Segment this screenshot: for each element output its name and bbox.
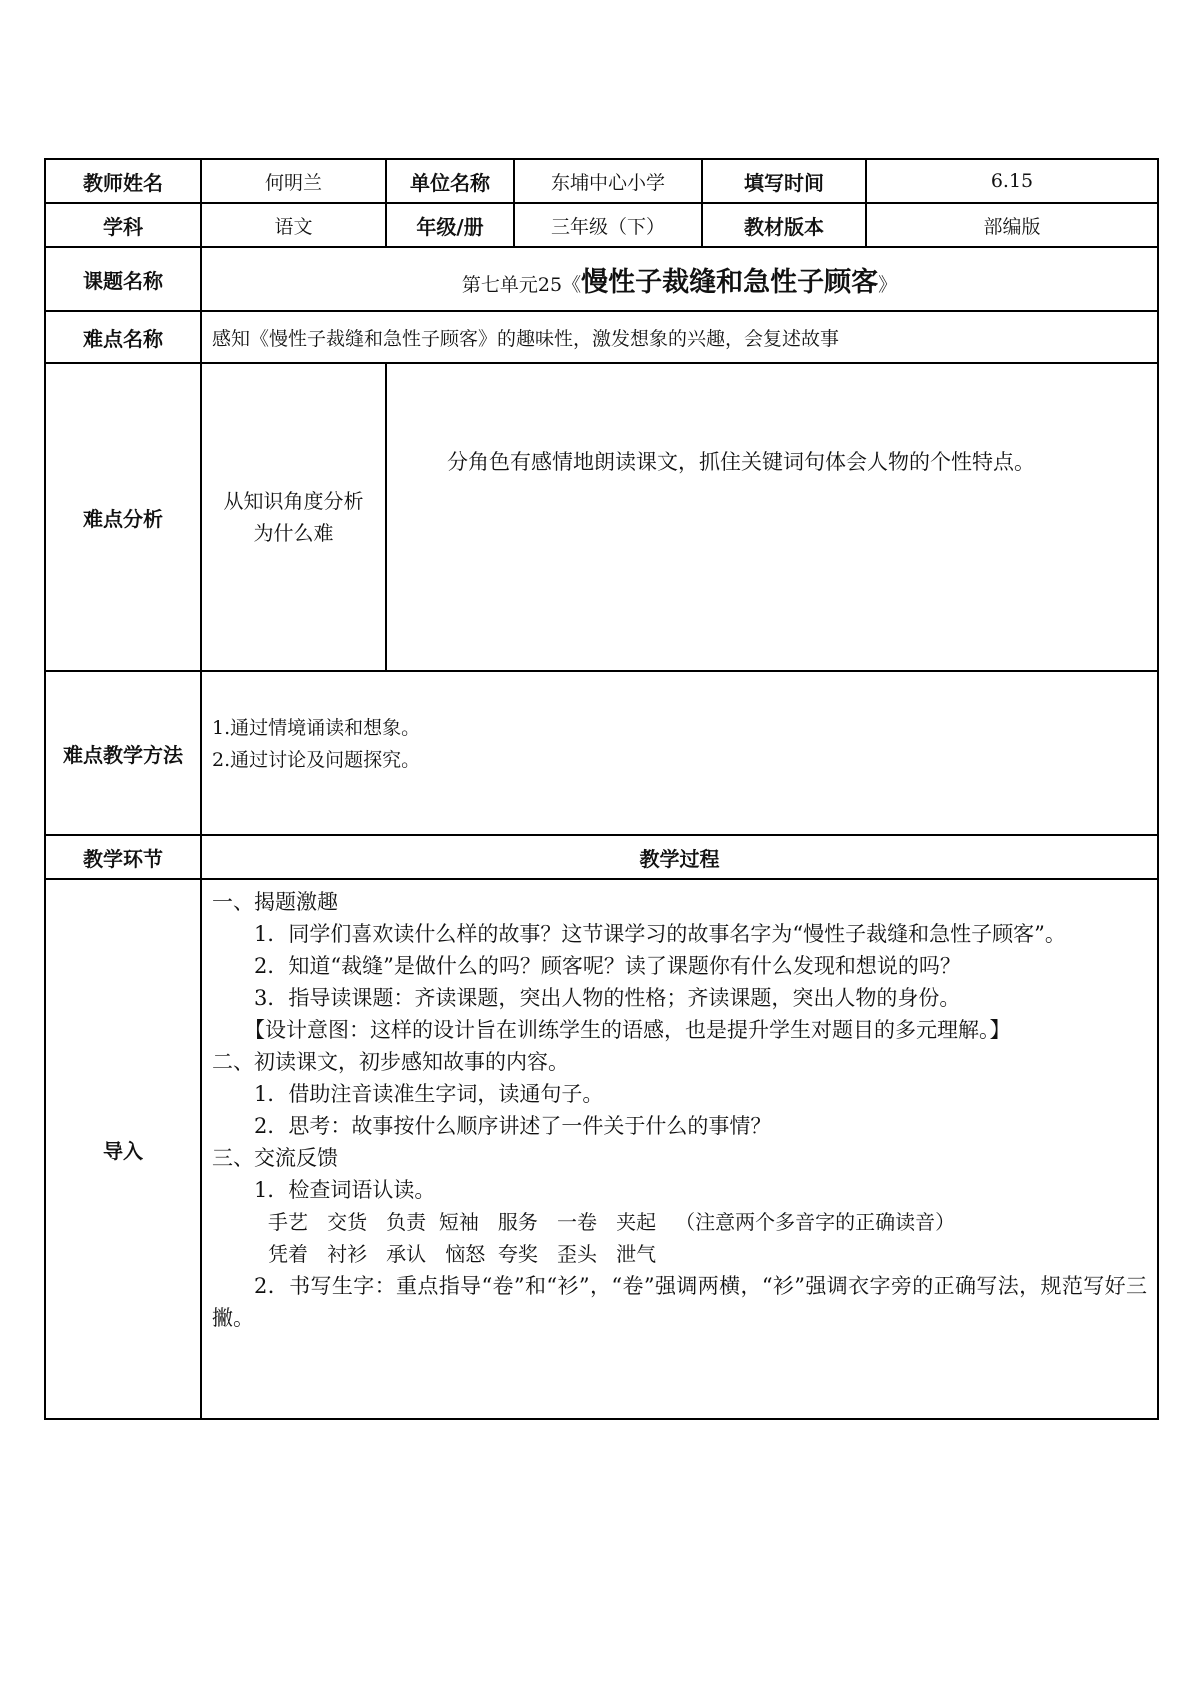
word-list-line: 凭着 衬衫 承认 恼怒 夸奖 歪头 泄气 (268, 1242, 657, 1266)
method-line: 2.通过讨论及问题探究。 (212, 749, 421, 771)
process-line: 三、交流反馈 (212, 1146, 338, 1170)
unit-name-value: 东埔中心小学 (514, 159, 702, 203)
grade-value: 三年级（下） (514, 203, 702, 247)
teacher-name-value: 何明兰 (201, 159, 386, 203)
fill-date-label: 填写时间 (702, 159, 866, 203)
method-line: 1.通过情境诵读和想象。 (212, 717, 421, 739)
process-line: 2．知道“裁缝”是做什么的吗？顾客呢？读了课题你有什么发现和想说的吗？ (254, 954, 961, 978)
process-line: 二、初读课文，初步感知故事的内容。 (212, 1050, 569, 1074)
process-line: 1．检查词语认读。 (254, 1178, 436, 1202)
analysis-sub-label (201, 363, 386, 671)
topic-title: 慢性子裁缝和急性子顾客 (581, 266, 879, 298)
header-row-1 (45, 159, 1158, 203)
process-line: 3．指导读课题：齐读课题，突出人物的性格；齐读课题，突出人物的身份。 (254, 986, 961, 1010)
subject-label: 学科 (45, 203, 201, 247)
process-line: 1．借助注音读准生字词，读通句子。 (254, 1082, 604, 1106)
method-row (45, 671, 1158, 835)
analysis-label: 难点分析 (45, 363, 201, 671)
stage-header-label: 教学环节 (45, 835, 201, 879)
process-line: 2．思考：故事按什么顺序讲述了一件关于什么的事情？ (254, 1114, 772, 1138)
analysis-row (45, 363, 1158, 671)
process-line: 1．同学们喜欢读什么样的故事？这节课学习的故事名字为“慢性子裁缝和急性子顾客”。 (254, 922, 1066, 946)
teacher-name-label: 教师姓名 (45, 159, 201, 203)
process-row (45, 879, 1158, 1419)
method-label: 难点教学方法 (45, 671, 201, 835)
difficulty-label: 难点名称 (45, 311, 201, 363)
header-row-2 (45, 203, 1158, 247)
method-value (201, 671, 1158, 835)
difficulty-row (45, 311, 1158, 363)
fill-date-value: 6.15 (866, 159, 1158, 203)
process-header-row (45, 835, 1158, 879)
grade-label: 年级/册 (386, 203, 514, 247)
unit-name-label: 单位名称 (386, 159, 514, 203)
edition-label: 教材版本 (702, 203, 866, 247)
process-header-label: 教学过程 (201, 835, 1158, 879)
stage-value: 导入 (45, 879, 201, 1419)
process-line: 2．书写生字：重点指导“卷”和“衫”，“卷”强调两横，“衫”强调衣字旁的正确写法，规范写好三撇。 (212, 1274, 1147, 1330)
topic-label: 课题名称 (45, 247, 201, 311)
process-content (201, 879, 1158, 1419)
process-line: 一、揭题激趣 (212, 890, 338, 914)
topic-row (45, 247, 1158, 311)
topic-suffix: 》 (878, 273, 898, 296)
edition-value: 部编版 (866, 203, 1158, 247)
lesson-plan-table (44, 158, 1159, 1420)
process-line: 【设计意图：这样的设计旨在训练学生的语感，也是提升学生对题目的多元理解。】 (244, 1018, 1011, 1042)
topic-prefix: 第七单元25《 (461, 273, 582, 296)
difficulty-value: 感知《慢性子裁缝和急性子顾客》的趣味性，激发想象的兴趣，会复述故事 (201, 311, 1158, 363)
word-list-line: 手艺 交货 负责 短袖 服务 一卷 夹起 （注意两个多音字的正确读音） (268, 1210, 956, 1234)
analysis-value: 分角色有感情地朗读课文，抓住关键词句体会人物的个性特点。 (386, 363, 1158, 671)
subject-value: 语文 (201, 203, 386, 247)
topic-value (201, 247, 1158, 311)
analysis-sub-label-text: 从知识角度分析为什么难 (223, 489, 364, 545)
